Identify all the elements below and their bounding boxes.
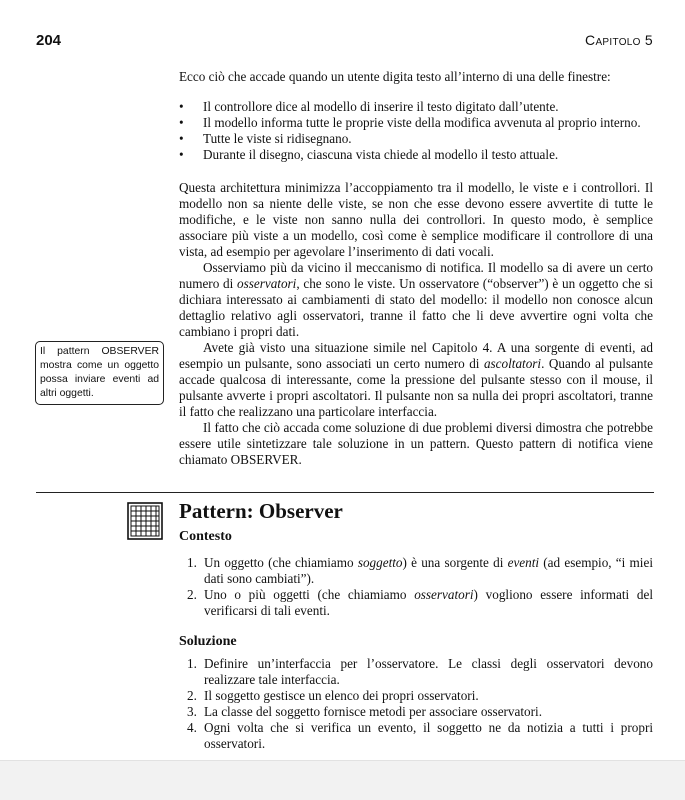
list-item bbox=[187, 555, 653, 587]
paragraph-text: Osserviamo più da vicino il meccanismo di notifica. Il modello sa di avere un certo numero di bbox=[179, 260, 653, 291]
emphasis-term: eventi bbox=[507, 555, 540, 570]
section-divider bbox=[36, 492, 654, 493]
contesto-list bbox=[187, 555, 653, 619]
item-number: 2. bbox=[187, 688, 197, 703]
viewer-footer-bar bbox=[0, 760, 685, 800]
item-number: 4. bbox=[187, 720, 197, 735]
bullet-list bbox=[179, 99, 653, 163]
paragraph-listeners bbox=[179, 340, 653, 420]
paragraph-text: , che sono le viste. Un osservatore (“observer”) è un oggetto che si dichiara interessato ai cambiamenti di stato del modello: il modello non conosce alcun dettaglio relativo agli osservatori, tranne il fatto che li deve avvertire ogni volta che cambiano i propri dati. bbox=[179, 276, 653, 339]
item-text: Un oggetto (che chiamiamo bbox=[204, 555, 358, 570]
bullet-item: • Il controllore dice al modello di inserire il testo digitato dall’utente. bbox=[179, 99, 653, 115]
soluzione-list bbox=[187, 656, 653, 752]
item-text: Ogni volta che si verifica un evento, il soggetto ne da notizia a tutti i propri osservatori. bbox=[204, 720, 653, 751]
page-number: 204 bbox=[36, 32, 62, 49]
item-text: Definire un’interfaccia per l’osservatore. Le classi degli osservatori devono realizzare tale interfaccia. bbox=[204, 656, 653, 687]
list-item bbox=[187, 656, 653, 688]
bullet-item: • Durante il disegno, ciascuna vista chiede al modello il testo attuale. bbox=[179, 147, 653, 163]
item-text: Il soggetto gestisce un elenco dei propri osservatori. bbox=[204, 688, 479, 703]
item-text: Uno o più oggetti (che chiamiamo bbox=[204, 587, 415, 602]
main-text bbox=[179, 180, 653, 468]
item-text: (ad esempio, “i miei dati sono cambiati”). bbox=[204, 555, 653, 586]
list-item bbox=[187, 587, 653, 619]
paragraph-pattern-intro: Il fatto che ciò accada come soluzione di due problemi diversi dimostra che potrebbe essere utile sintetizzare tale soluzione in un pattern. Questo pattern di notifica viene chiamato OBSERVER. bbox=[179, 420, 653, 467]
chapter-title: Capitolo 5 bbox=[585, 32, 653, 48]
paragraph-architecture: Questa architettura minimizza l’accoppiamento tra il modello, le viste e i controllori. Il modello non sa niente delle viste, se non che esse devono essere avvertite di tutte le modifiche, e le viste non sanno nulla dei controllori. In questo modo, è semplice associare più viste a un modello, così come è semplice modificare il controllore di una vista, ad esempio per agevolare l’inserimento di dati vocali. bbox=[179, 180, 653, 259]
pattern-grid-icon bbox=[127, 502, 163, 540]
intro-text: Ecco ciò che accade quando un utente digita testo all’interno di una delle finestre: bbox=[179, 69, 611, 84]
item-number: 3. bbox=[187, 704, 197, 719]
item-number: 2. bbox=[187, 587, 197, 602]
bullet-item: • Il modello informa tutte le proprie viste della modifica avvenuta al proprio interno. bbox=[179, 115, 653, 131]
emphasis-term: soggetto bbox=[357, 555, 403, 570]
list-item bbox=[187, 704, 653, 720]
list-item bbox=[187, 688, 653, 704]
soluzione-heading: Soluzione bbox=[179, 634, 237, 649]
paragraph-text: . Quando al pulsante accade qualcosa di interessante, come la pressione del pulsante stesso con il mouse, il pulsante avverte i propri ascoltatori. Il pulsante non sa nulla dei propri ascoltatori, tranne il fatto che realizzano una particolare interfaccia. bbox=[179, 356, 653, 419]
item-text: ) è una sorgente di bbox=[402, 555, 508, 570]
emphasis-term: osservatori bbox=[237, 276, 297, 291]
list-item bbox=[187, 720, 653, 752]
margin-note: Il pattern OBSERVER mostra come un oggetto possa inviare eventi ad altri oggetti. bbox=[35, 341, 164, 405]
item-number: 1. bbox=[187, 555, 197, 570]
item-number: 1. bbox=[187, 656, 197, 671]
item-text: ) vogliono essere informati del verificarsi di tali eventi. bbox=[204, 587, 653, 618]
paragraph-text: Avete già visto una situazione simile nel Capitolo 4. A una sorgente di eventi, ad esempio un pulsante, sono associati un certo numero di bbox=[179, 340, 653, 371]
contesto-heading: Contesto bbox=[179, 529, 232, 544]
emphasis-term: osservatori bbox=[414, 587, 474, 602]
pattern-title: Pattern: Observer bbox=[179, 499, 343, 523]
emphasis-term: ascoltatori bbox=[483, 356, 542, 371]
bullet-item: • Tutte le viste si ridisegnano. bbox=[179, 131, 653, 147]
paragraph-notification bbox=[179, 260, 653, 340]
item-text: La classe del soggetto fornisce metodi per associare osservatori. bbox=[204, 704, 542, 719]
